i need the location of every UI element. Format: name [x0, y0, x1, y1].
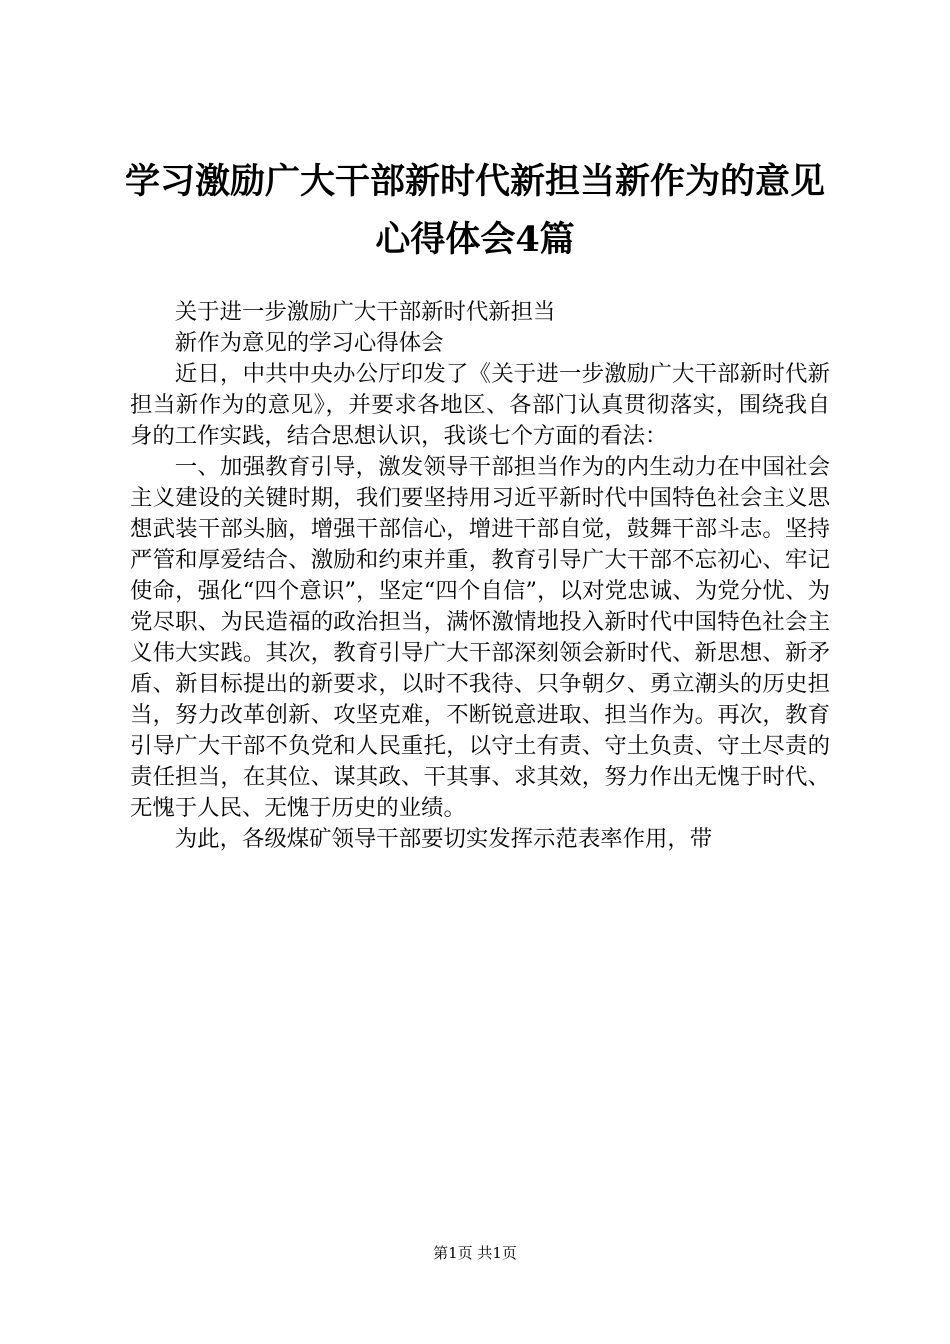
intro-paragraph: 近日，中共中央办公厅印发了《关于进一步激励广大干部新时代新担当新作为的意见》，并要求各地区、各部门认真贯彻落实，围绕我自身的工作实践，结合思想认识，我谈七个方面的看法： [130, 361, 830, 449]
section-one-paragraph: 一、加强教育引导，激发领导干部担当作为的内生动力在中国社会主义建设的关键时期，我们要坚持用习近平新时代中国特色社会主义思想武装干部头脑，增强干部信心，增进干部自觉，鼓舞干部斗志。坚持严管和厚爱结合、激励和约束并重，教育引导广大干部不忘初心、牢记使命，强化“四个意识”，坚定“四个自信”，以对党忠诚、为党分忧、为党尽职、为民造福的政治担当，满怀激情地投入新时代中国特色社会主义伟大实践。其次，教育引导广大干部深刻领会新时代、新思想、新矛盾、新目标提出的新要求，以时不我待、只争朝夕、勇立潮头的历史担当，努力改革创新、攻坚克难，不断锐意进取、担当作为。再次，教育引导广大干部不负党和人民重托，以守土有责、守土负责、守土尽责的责任担当，在其位、谋其政、干其事、求其效，努力作出无愧于时代、无愧于人民、无愧于历史的业绩。 [130, 454, 830, 821]
closing-paragraph: 为此，各级煤矿领导干部要切实发挥示范表率作用，带 [174, 826, 713, 852]
document-title-line-2: 心得体会4篇 [375, 219, 575, 260]
document-title-line-1: 学习激励广大干部新时代新担当新作为的意见 [124, 161, 825, 202]
page-footer: 第1页 共1页 [433, 1244, 517, 1262]
document-body [130, 297, 830, 855]
subtitle-line-2: 新作为意见的学习心得体会 [174, 330, 444, 356]
subtitle-line-1: 关于进一步激励广大干部新时代新担当 [174, 299, 556, 325]
